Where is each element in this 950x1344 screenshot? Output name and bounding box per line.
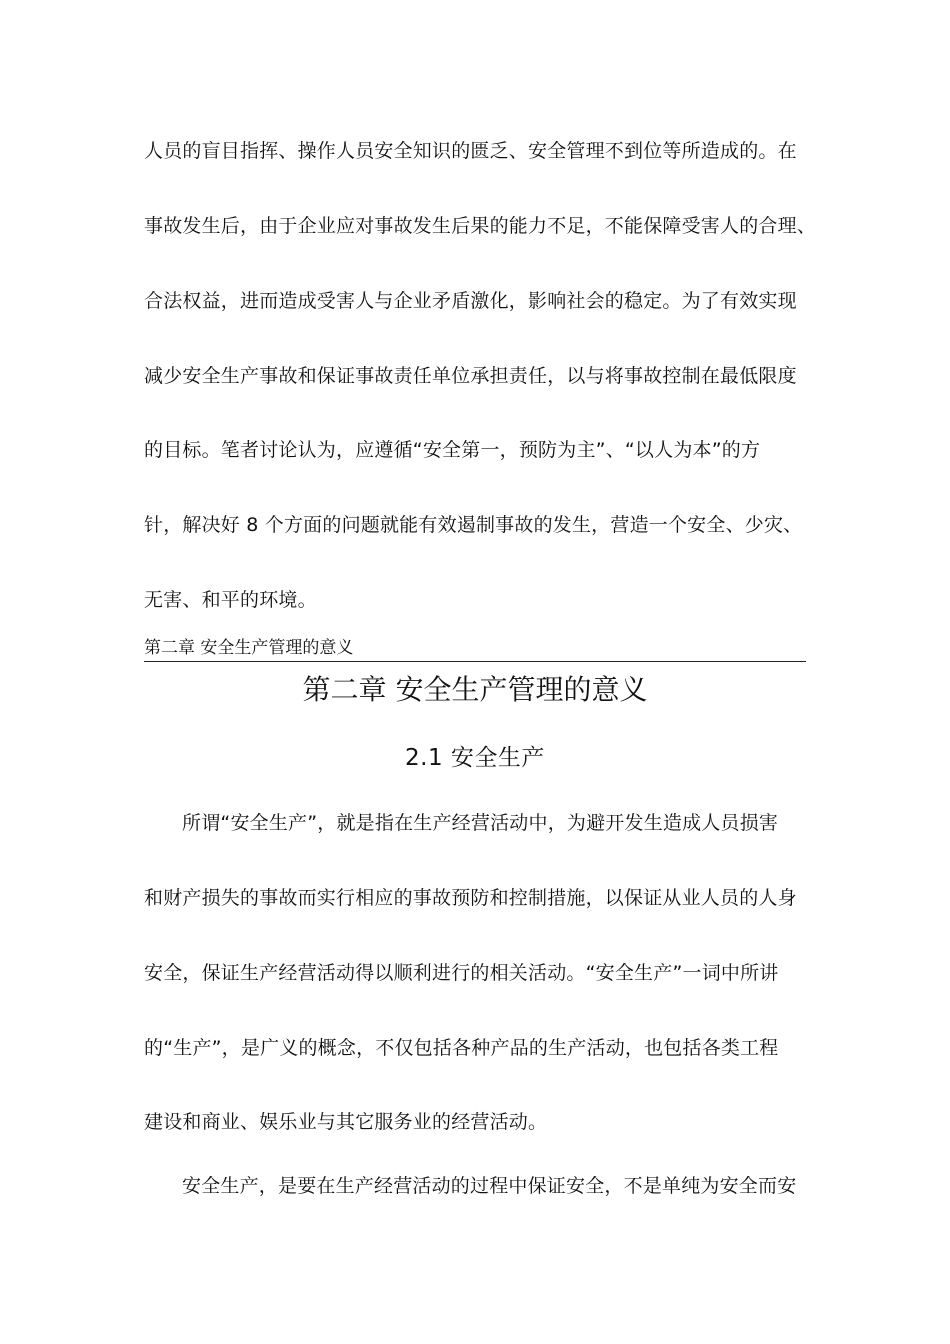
running-header: 第二章 安全生产管理的意义	[144, 637, 806, 662]
paragraph-line: 无害、和平的环境。	[144, 589, 317, 611]
paragraph-line: 和财产损失的事故而实行相应的事故预防和控制措施，以保证从业人员的人身	[144, 887, 797, 909]
section-title: 2.1 安全生产	[405, 745, 545, 771]
paragraph-line: 人员的盲目指挥、操作人员安全知识的匮乏、安全管理不到位等所造成的。在	[144, 140, 797, 162]
paragraph-line: 建设和商业、娱乐业与其它服务业的经营活动。	[144, 1111, 548, 1133]
paragraph-line: 所谓“安全生产”，就是指在生产经营活动中，为避开发生造成人员损害	[182, 812, 779, 834]
paragraph-line: 的“生产”，是广义的概念，不仅包括各种产品的生产活动，也包括各类工程	[144, 1037, 779, 1059]
paragraph-line: 减少安全生产事故和保证事故责任单位承担责任，以与将事故控制在最低限度	[144, 365, 797, 387]
paragraph-line: 安全生产，是要在生产经营活动的过程中保证安全，不是单纯为安全而安	[182, 1175, 797, 1197]
paragraph-line: 合法权益，进而造成受害人与企业矛盾激化，影响社会的稳定。为了有效实现	[144, 290, 797, 312]
chapter-title: 第二章 安全生产管理的意义	[302, 673, 648, 706]
paragraph-line: 的目标。笔者讨论认为，应遵循“安全第一，预防为主”、“以人为本”的方	[144, 439, 761, 461]
paragraph-line: 事故发生后，由于企业应对事故发生后果的能力不足，不能保障受害人的合理、	[144, 215, 817, 237]
paragraph-line: 安全，保证生产经营活动得以顺利进行的相关活动。“安全生产”一词中所讲	[144, 962, 779, 984]
paragraph-line: 针，解决好 8 个方面的问题就能有效遏制事故的发生，营造一个安全、少灾、	[144, 514, 803, 536]
